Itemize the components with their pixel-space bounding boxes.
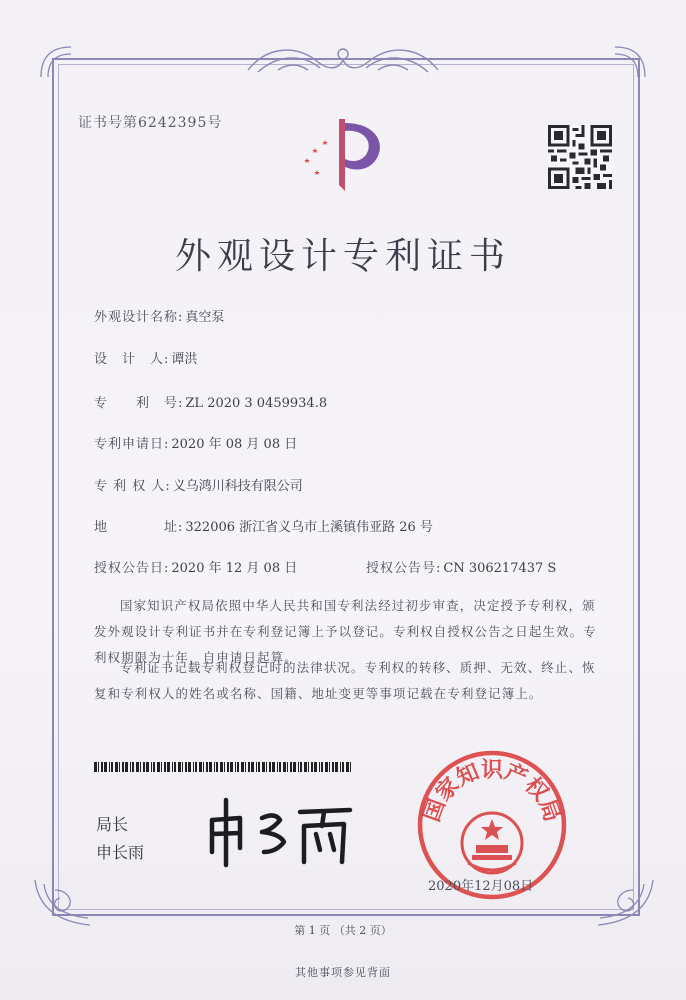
director-signature: [200, 790, 360, 875]
footer-note: 其他事项参见背面: [295, 966, 391, 979]
field-grant-date: [94, 557, 297, 576]
corner-ornament-top-left: [36, 42, 76, 82]
certificate-title: 外观设计专利证书: [174, 236, 511, 277]
corner-ornament-bottom-right: [588, 870, 658, 930]
field-label: 设 计 人:: [94, 352, 170, 367]
page-number: 第 1 页 （共 2 页）: [294, 924, 392, 937]
field-value: 322006 浙江省义乌市上溪镇伟亚路 26 号: [185, 520, 433, 535]
field-address: [94, 516, 433, 535]
field-label: 地 址:: [94, 520, 184, 535]
corner-ornament-top-right: [610, 42, 650, 82]
field-application-date: [94, 433, 297, 452]
field-label: 授权公告号:: [366, 561, 442, 576]
field-value: 2020 年 12 月 08 日: [171, 561, 298, 576]
barcode-icon: [94, 762, 352, 772]
director-name: 申长雨: [96, 843, 145, 862]
director-title: 局长: [96, 815, 129, 834]
field-label: 专利申请日:: [94, 437, 170, 452]
seal-date: 2020年12月08日: [428, 879, 534, 894]
field-patentee: [94, 475, 303, 494]
top-ornament: [238, 40, 448, 80]
field-design-name: [94, 306, 224, 325]
corner-ornament-bottom-left: [30, 870, 100, 930]
qr-code-icon: [548, 125, 612, 189]
legal-status-paragraph: 专利证书记载专利权登记时的法律状况。专利权的转移、质押、无效、终止、恢复和专利权人的姓名或名称、国籍、地址变更等事项记载在专利登记簿上。: [94, 660, 596, 701]
field-value: 2020 年 08 月 08 日: [171, 437, 298, 452]
national-emblem-icon: [462, 813, 522, 873]
field-patent-number: [94, 392, 327, 411]
field-value: ZL 2020 3 0459934.8: [185, 396, 328, 411]
field-value: 谭洪: [171, 352, 198, 367]
seal-text: 国家知识产权局: [419, 758, 565, 826]
cnipa-logo-icon: [297, 115, 397, 195]
field-label: 授权公告日:: [94, 561, 170, 576]
field-label: 专 利 权 人:: [94, 479, 171, 494]
statement-paragraph: 国家知识产权局依照中华人民共和国专利法经过初步审查，决定授予专利权，颁发外观设计专利证书并在专利登记簿上予以登记。专利权自授权公告之日起生效。专利权期限为十年，自申请日起算。: [94, 598, 597, 665]
field-label: 外观设计名称:: [94, 310, 184, 325]
certificate-number: 证书号第6242395号: [78, 115, 223, 131]
field-value: 真空泵: [185, 310, 225, 325]
field-label: 专 利 号:: [94, 396, 184, 411]
field-grant-number: [366, 557, 556, 576]
field-value: 义乌鸿川科技有限公司: [172, 479, 303, 494]
field-designer: [94, 348, 197, 367]
field-value: CN 306217437 S: [443, 561, 557, 576]
svg-text:国家知识产权局: [420, 758, 565, 825]
